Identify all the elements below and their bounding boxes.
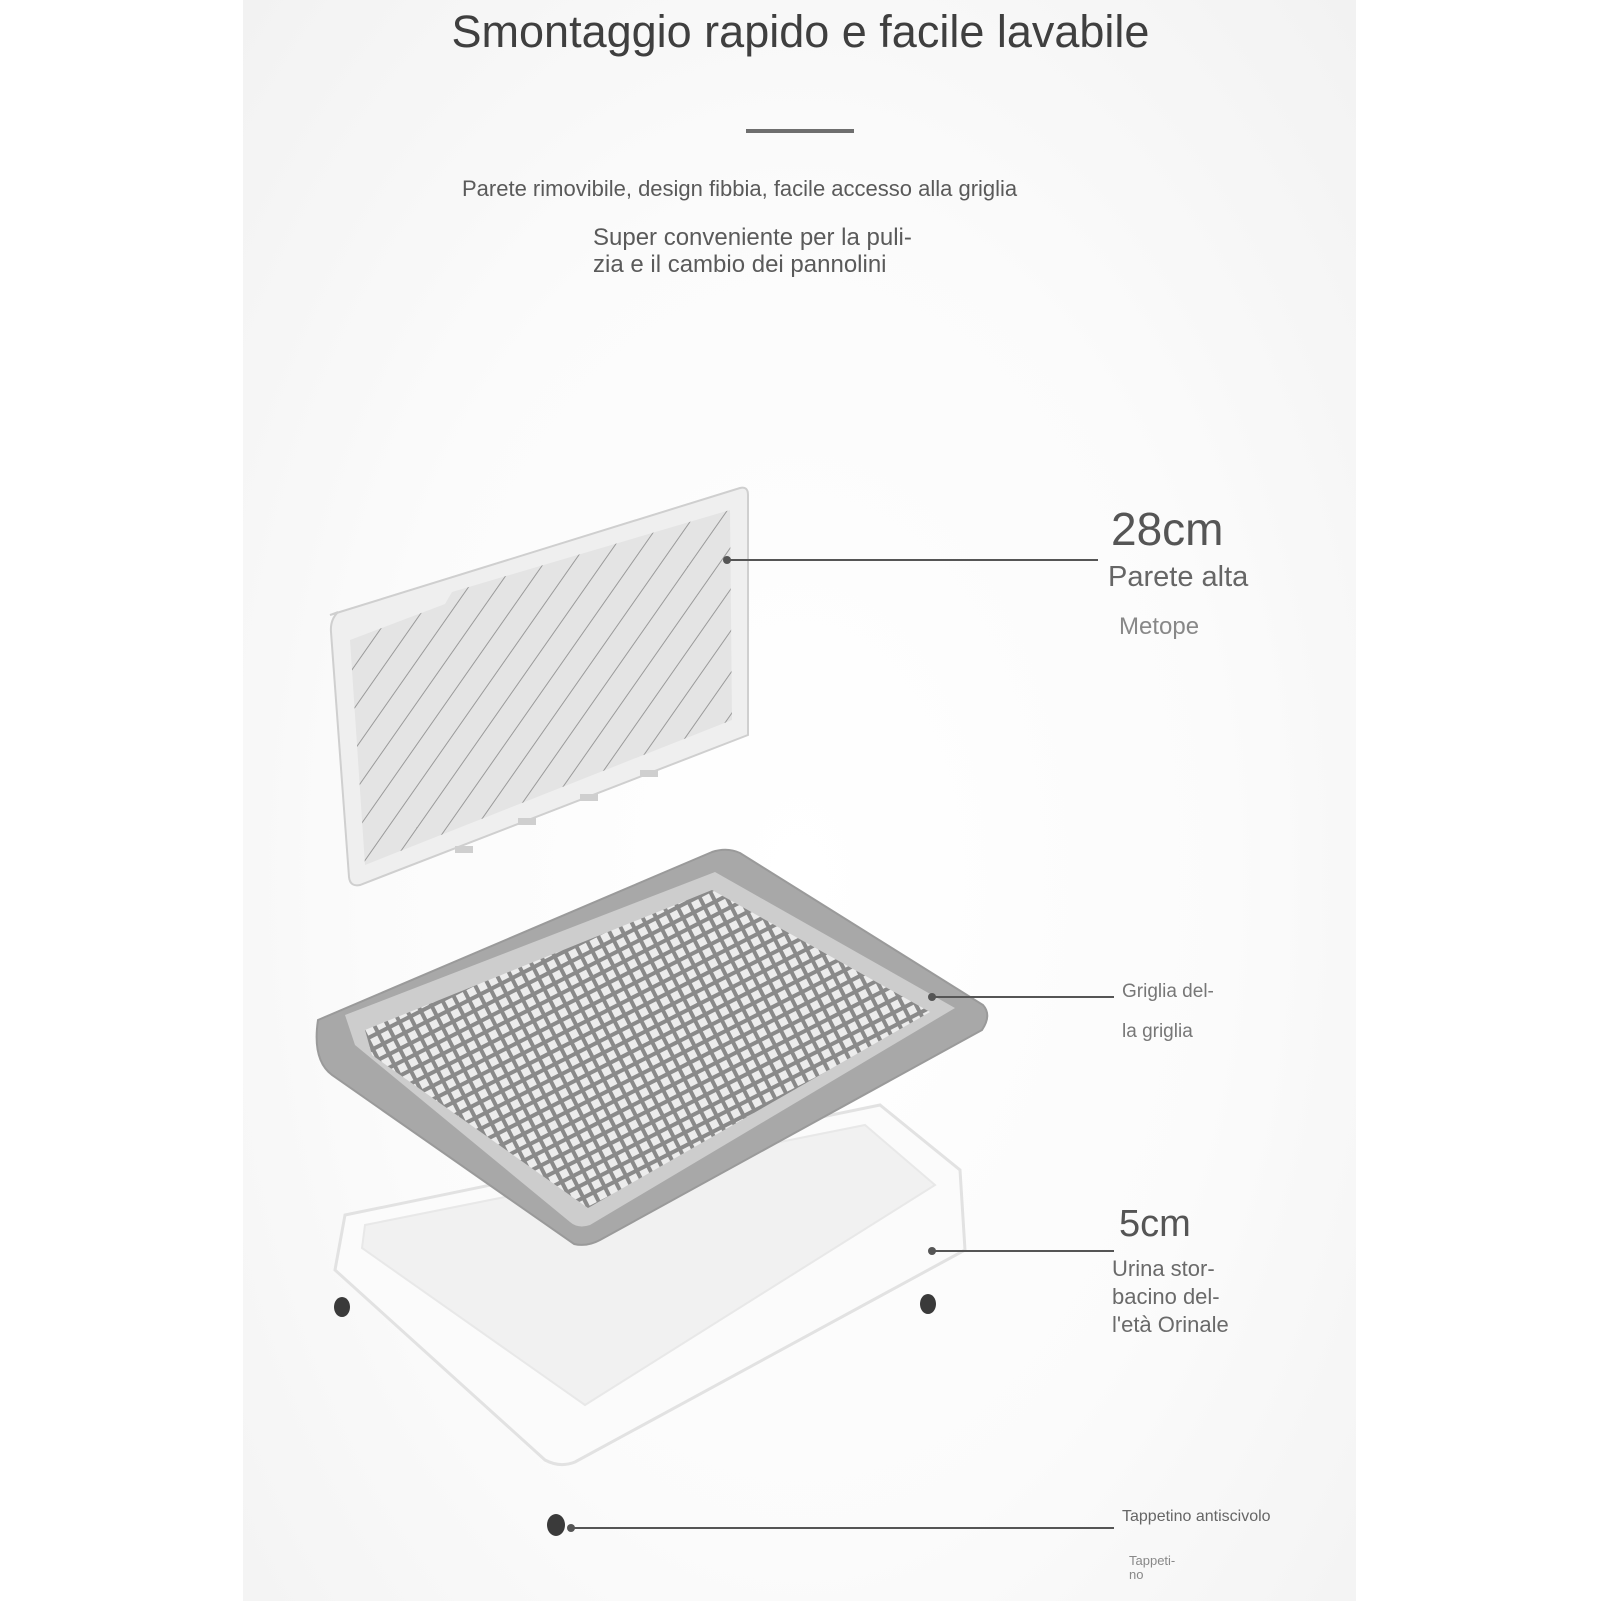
subtitle: Parete rimovibile, design fibbia, facile accesso alla griglia — [462, 176, 1018, 201]
leader-dot-wall — [723, 556, 731, 564]
tray-label-line-2: bacino del- — [1112, 1284, 1220, 1309]
foot-detached — [547, 1514, 565, 1536]
mat-label: Tappetino antiscivolo — [1122, 1508, 1271, 1525]
mat-sublabel-line-2: no — [1129, 1567, 1144, 1582]
grid-label-line-2: la griglia — [1122, 1021, 1193, 1042]
tray-label-line-3: l'età Orinale — [1112, 1312, 1229, 1337]
wall-panel — [330, 488, 748, 886]
tray-dimension: 5cm — [1119, 1203, 1191, 1245]
wall-sublabel: Metope — [1119, 613, 1200, 640]
leader-dot-tray — [928, 1247, 936, 1255]
leader-dot-mat — [567, 1524, 575, 1532]
foot-left — [334, 1297, 350, 1317]
foot-right — [920, 1294, 936, 1314]
tray-label-line-1: Urina stor- — [1112, 1256, 1215, 1281]
wall-label: Parete alta — [1108, 561, 1249, 593]
mat-sublabel-line-1: Tappeti- — [1129, 1553, 1176, 1568]
page-title: Smontaggio rapido e facile lavabile — [451, 6, 1150, 57]
wall-dimension: 28cm — [1111, 503, 1224, 555]
grid-label-line-1: Griglia del- — [1122, 981, 1214, 1002]
note-line-1: Super conveniente per la puli- — [593, 224, 912, 251]
note-line-2: zia e il cambio dei pannolini — [593, 251, 887, 278]
leader-dot-grid — [928, 993, 936, 1001]
